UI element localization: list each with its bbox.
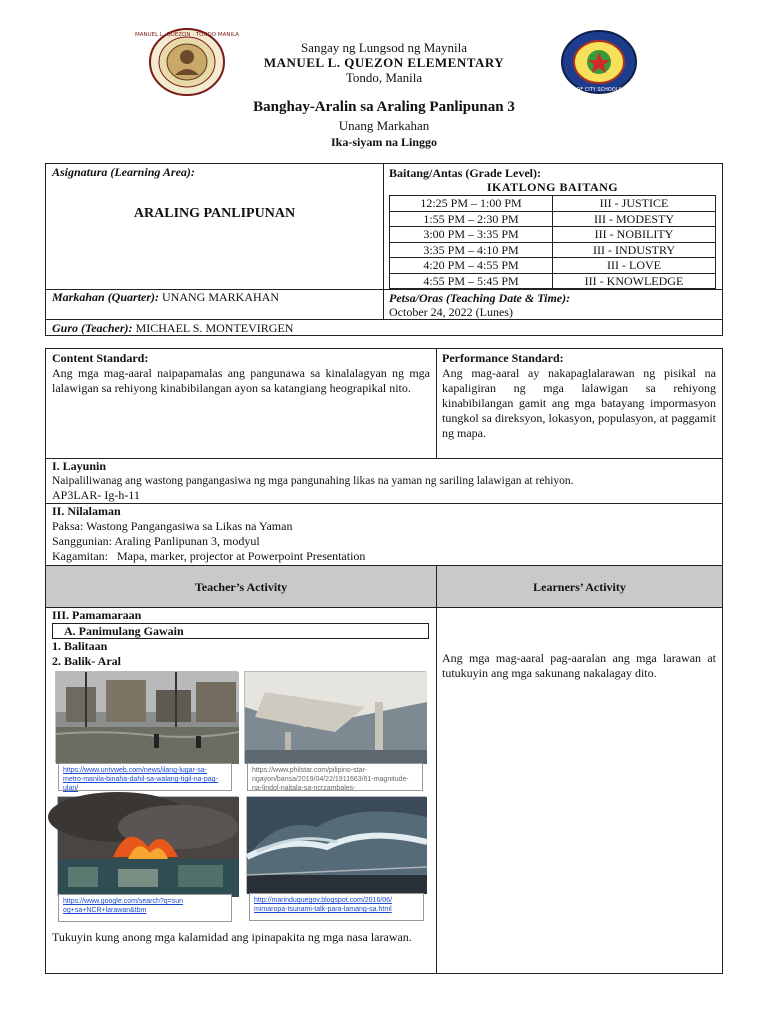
earthquake-photo-caption[interactable]: https://www.philstar.com/pilipino-star-ngayon/bansa/2019/04/22/1911663/61-magnitude-na-lindol-naitala-sa-ncrzambales-: [247, 763, 423, 791]
fire-photo-icon: [57, 796, 238, 896]
table-row: [390, 242, 716, 258]
table-row: [390, 211, 716, 227]
teacher-field: [52, 321, 293, 336]
tsunami-photo-icon: [246, 796, 426, 893]
table-row: [390, 196, 716, 212]
info-rule: [45, 319, 723, 320]
nilalaman-paksa: Paksa: Wastong Pangangasiwa sa Likas na Yaman: [52, 519, 293, 533]
instruction-text: Tukuyin kung anong mga kalamidad ang ipinapakita ng mga nasa larawan.: [52, 930, 412, 944]
seal-right-text: DIVISION OF CITY SCHOOLS · MANILA: [552, 87, 646, 93]
school-name: MANUEL L. QUEZON ELEMENTARY: [263, 55, 505, 70]
learning-area-label: Asignatura (Learning Area):: [52, 165, 195, 179]
learners-activity-header: Learners’ Activity: [436, 565, 723, 608]
grade-level-label: Baitang/Antas (Grade Level):: [389, 166, 541, 180]
table-row: [390, 227, 716, 243]
teacher-value: MICHAEL S. MONTEVIRGEN: [132, 321, 294, 335]
performance-standard-text: Ang mag-aaral ay nakapaglalarawan ng pisikal na kapaligiran ng mga lalawigan sa rehiyong kinabibilangan gamit ang mga batayang impormasyon tungkol sa direksyon, lokasyon, populasyon, at paggamit ng mapa.: [442, 366, 716, 440]
balitaan-heading: 1. Balitaan: [52, 639, 108, 653]
performance-standard-label: Performance Standard:: [442, 351, 564, 365]
teacher-label: Guro (Teacher):: [52, 321, 133, 335]
school-location: Tondo, Manila: [345, 70, 423, 85]
layunin-heading: I. Layunin: [52, 459, 107, 473]
content-standard-label: Content Standard:: [52, 351, 149, 365]
schedule-table: [389, 195, 716, 289]
schedule-time: 4:55 PM – 5:45 PM: [390, 273, 553, 289]
schedule-section: III - LOVE: [553, 258, 716, 274]
schedule-section: III - NOBILITY: [553, 227, 716, 243]
fire-photo-caption[interactable]: https://www.google.com/search?q=sun og+sa+NCR+larawan&tbm: [58, 894, 232, 922]
nilalaman-kagamitan: Kagamitan: Mapa, marker, projector at Powerpoint Presentation: [52, 549, 366, 563]
quarter-field: [52, 290, 279, 305]
table-row: [390, 258, 716, 274]
panimulang-heading: A. Panimulang Gawain: [64, 624, 184, 638]
tsunami-photo-caption[interactable]: http://marinduquegov.blogspot.com/2016/06/ mimaropa-tsunami-talk-para-lamang-sa.html: [249, 893, 424, 921]
info-divider: [383, 289, 384, 320]
schedule-section: III - KNOWLEDGE: [553, 273, 716, 289]
standards-divider: [436, 348, 437, 459]
lesson-rule: [45, 458, 723, 459]
schedule-time: 12:25 PM – 1:00 PM: [390, 196, 553, 212]
grade-level-value: IKATLONG BAITANG: [486, 180, 619, 194]
learner-activity-text: Ang mga mag-aaral pag-aaralan ang mga larawan at tutukuyin ang mga sakunang nakalagay dito.: [442, 651, 716, 680]
content-standard-text: Ang mga mag-aaral naipapamalas ang pangunawa sa kinalalagyan ng mga lalawigan sa rehiyong kinabibilangan ayon sa katangiang heograpikal nito.: [52, 366, 430, 395]
quarter-line: Unang Markahan: [338, 118, 430, 133]
layunin-code: AP3LAR- Ig-h-11: [52, 488, 140, 502]
teacher-activity-header: Teacher’s Activity: [45, 565, 437, 608]
earthquake-photo-icon: [244, 671, 426, 763]
seal-left-text: MANUEL L. QUEZON · TONDO MANILA: [134, 32, 240, 38]
lesson-rule: [45, 503, 723, 504]
schedule-section: III - INDUSTRY: [553, 242, 716, 258]
pamamaraan-heading: III. Pamamaraan: [52, 608, 142, 622]
quarter-value: UNANG MARKAHAN: [159, 290, 280, 304]
learning-area-value: ARALING PANLIPUNAN: [133, 206, 296, 221]
table-row: [390, 273, 716, 289]
nilalaman-heading: II. Nilalaman: [52, 504, 121, 518]
schedule-time: 4:20 PM – 4:55 PM: [390, 258, 553, 274]
quarter-label: Markahan (Quarter):: [52, 290, 160, 304]
schedule-section: III - MODESTY: [553, 211, 716, 227]
schedule-section: III - JUSTICE: [553, 196, 716, 212]
schedule-time: 3:35 PM – 4:10 PM: [390, 242, 553, 258]
division-name: Sangay ng Lungsod ng Maynila: [300, 40, 468, 55]
info-divider: [45, 163, 384, 290]
date-label: Petsa/Oras (Teaching Date & Time):: [389, 291, 571, 305]
week-line: Ika-siyam na Linggo: [330, 135, 438, 149]
nilalaman-sanggunian: Sanggunian: Araling Panlipunan 3, modyul: [52, 534, 260, 548]
activity-divider: [436, 607, 437, 974]
schedule-time: 3:00 PM – 3:35 PM: [390, 227, 553, 243]
layunin-text: Naipaliliwanag ang wastong pangangasiwa ng mga pangunahing likas na yaman ng sariling lalawigan at rehiyon.: [52, 475, 574, 487]
balik-aral-heading: 2. Balik- Aral: [52, 654, 122, 668]
document-title: Banghay-Aralin sa Araling Panlipunan 3: [253, 99, 515, 115]
flood-photo-caption[interactable]: https://www.untvweb.com/news/ilang-lugar-sa-metro-manila-binaha-dahil-sa-walang-tigil-na-pag-ulan/: [58, 763, 232, 791]
schedule-time: 1:55 PM – 2:30 PM: [390, 211, 553, 227]
date-value: October 24, 2022 (Lunes): [389, 305, 513, 319]
flood-photo-icon: [55, 671, 238, 763]
